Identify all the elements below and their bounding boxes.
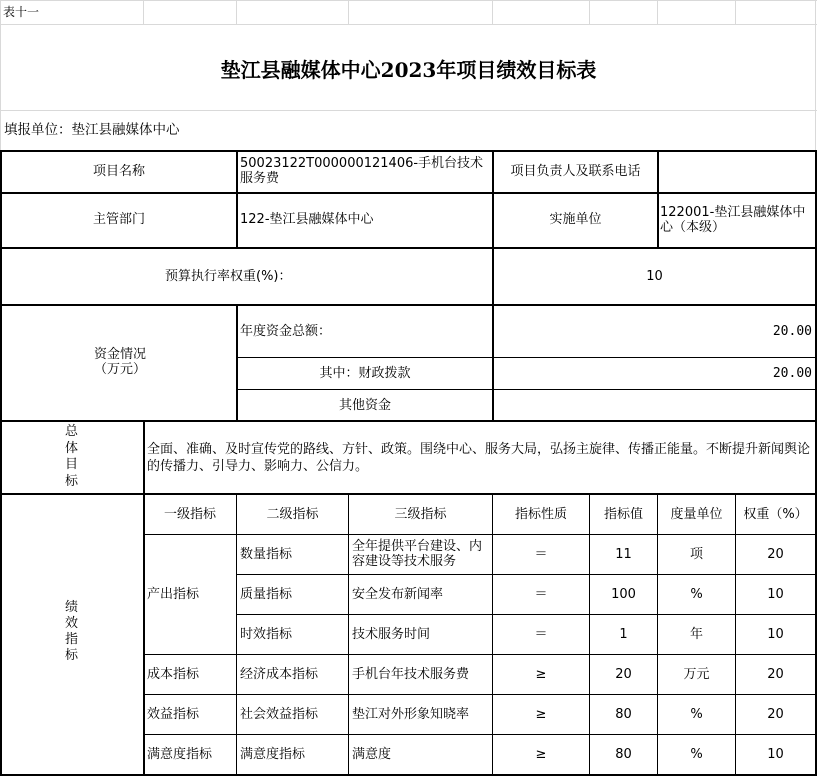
impl-unit-value: 122001-垫江县融媒体中心（本级） (660, 205, 806, 235)
row-level3: 技术服务时间 (352, 627, 431, 642)
row-level2: 满意度指标 (240, 747, 306, 762)
level1-output: 产出指标 (147, 587, 200, 602)
row-value: 11 (615, 547, 632, 562)
header-unit: 度量单位 (670, 507, 723, 522)
row-unit: 万元 (683, 667, 710, 682)
project-name-value: 50023122T000000121406-手机台技术服务费 (240, 156, 484, 186)
row-nature: ≥ (535, 707, 547, 722)
row-nature: ≥ (535, 747, 547, 762)
row-level3: 手机台年技术服务费 (352, 667, 470, 682)
level1-cost: 成本指标 (147, 667, 200, 682)
row-level3: 安全发布新闻率 (352, 587, 444, 602)
funds-fiscal-label: 其中：财政拨款 (319, 366, 411, 381)
goal-text: 全面、准确、及时宣传党的路线、方针、政策。围绕中心、服务大局，弘扬主旋律、传播正能量。不断提升新闻舆论的传播力、引导力、影响力、公信力。 (147, 442, 811, 474)
row-nature: ≥ (535, 667, 547, 682)
row-value: 80 (615, 707, 632, 722)
row-nature: ＝ (534, 587, 548, 602)
indicators-label: 绩效指标 (64, 600, 78, 663)
header-level3: 三级指标 (394, 507, 447, 522)
level1-satisfaction: 满意度指标 (147, 747, 213, 762)
row-level3: 满意度 (352, 747, 392, 762)
row-weight: 10 (767, 747, 784, 762)
row-value: 1 (619, 627, 628, 642)
header-weight: 权重（%） (743, 507, 808, 522)
row-nature: ＝ (534, 627, 548, 642)
row-level3: 垫江对外形象知晓率 (352, 707, 470, 722)
header-level1: 一级指标 (163, 507, 216, 522)
funds-total-value: 20.00 (772, 324, 812, 339)
row-weight: 20 (767, 707, 784, 722)
row-weight: 10 (767, 587, 784, 602)
row-level3: 全年提供平台建设、内容建设等技术服务 (352, 539, 483, 569)
project-manager-label: 项目负责人及联系电话 (510, 164, 641, 179)
row-level2: 社会效益指标 (240, 707, 319, 722)
row-level2: 时效指标 (240, 627, 293, 642)
funds-total-label: 年度资金总额： (240, 324, 332, 339)
dept-value: 122-垫江县融媒体中心 (240, 212, 374, 227)
row-value: 20 (615, 667, 632, 682)
row-unit: % (690, 747, 703, 762)
level1-benefit: 效益指标 (147, 707, 200, 722)
sheet-label: 表十一 (3, 5, 40, 19)
row-value: 100 (611, 587, 636, 602)
funds-label: 资金情况（万元） (93, 347, 146, 377)
row-nature: ＝ (534, 547, 548, 562)
header-nature: 指标性质 (514, 507, 567, 522)
row-weight: 20 (767, 547, 784, 562)
dept-label: 主管部门 (92, 212, 145, 227)
budget-weight-value: 10 (646, 269, 663, 284)
row-unit: % (690, 587, 703, 602)
funds-fiscal-value: 20.00 (772, 366, 812, 381)
row-level2: 数量指标 (240, 547, 293, 562)
row-unit: % (690, 707, 703, 722)
goal-label: 总体目标 (64, 424, 78, 489)
reporting-unit: 填报单位：垫江县融媒体中心 (4, 122, 180, 138)
row-weight: 20 (767, 667, 784, 682)
project-name-label: 项目名称 (92, 164, 145, 179)
row-unit: 项 (689, 547, 703, 562)
row-value: 80 (615, 747, 632, 762)
row-unit: 年 (689, 627, 703, 642)
budget-weight-label: 预算执行率权重(%)： (165, 269, 292, 284)
row-level2: 质量指标 (240, 587, 293, 602)
header-level2: 二级指标 (266, 507, 319, 522)
row-level2: 经济成本指标 (240, 667, 319, 682)
impl-unit-label: 实施单位 (549, 212, 602, 227)
row-weight: 10 (767, 627, 784, 642)
header-value: 指标值 (603, 507, 643, 522)
page-title: 垫江县融媒体中心2023年项目绩效目标表 (220, 58, 597, 82)
funds-other-label: 其他资金 (338, 398, 391, 413)
